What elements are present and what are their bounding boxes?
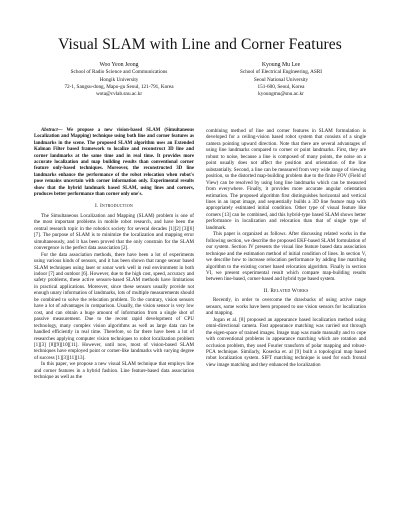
author-2 [196,62,366,98]
author-name: Kyoung Mu Lee [261,62,301,68]
author-address: 72-1, Sangsu-dong, Mapo-gu Seoul, 121-791, Korea [64,83,174,90]
author-email: kyoungmu@snu.ac.kr [258,91,304,98]
paragraph: combining method of line and corner features in SLAM formulation is developed for a ceiling-vision based robot system that consists of a single camera pointing upward direction. Note that there are several advantages of using line landmarks compared to corner or point landmarks. First, they are robust to noise, because a line is composed of many points, the noise on a point usually does not affect the position and orientation of the line substantially. Second, a line can be measured from very wide range of viewing position, so the distorted map-building problem due to the finite FOV (Field of View) can be resolved by using long line landmarks which can be measured from everywhere. Finally, it provides more accurate angular orientation estimation. The proposed algorithm first distinguishes horizontal and vertical lines in an input image, and sequentially builds a 3D line feature map with appropriately estimated initial condition. Other type of visual feature like corners [13] can be combined, and this hybrid-type based SLAM shows better performance in localization and relocation than that of single type of landmark. [206,128,366,231]
author-address: 151-600, Seoul, Korea [257,83,305,90]
paragraph: This paper is organized as follows. After discussing related works in the following section, we describe the proposed EKF-based SLAM formulation of our system. Section IV presents the visual line feature based data association technique and the estimation method of initial condition of lines. In section V, we describe how to increase relocation performance by adding line matching algorithm to the existing corner based relocation algorithm. Finally in section VI, we present experimental result which compare map-building results between line-based, corner-based and hybrid type based system. [206,231,366,283]
author-institution: Seoul National University [253,76,309,83]
author-email: wota@cvlab.snu.ac.kr [95,91,143,98]
paper-title: Visual SLAM with Line and Corner Features [58,36,342,53]
author-1 [34,62,204,98]
author-affiliation: School of Electrical Engineering, ASRI [240,69,322,76]
section-heading-introduction: I. Introduction [94,203,134,210]
abstract [34,128,194,198]
paragraph: For the data association methods, there have been a lot of experiments using various kinds of sensors, and it has been shown that range sensor based SLAM techniques using laser or sonar work well in real environment in both indoor [7] and outdoor [6]. However, due to the high cost, speed, accuracy and safety problems, these active sensors-based SLAM methods have limitations in practical applications. Moreover, since these sensors usually provide not enough unary information of landmarks, lots of multiple measurements should be combined to solve the relocation problem. To the contrary, vision sensors have a lot of advantages in comparison. Usually, the vision sensor is very low cost, and can obtain a huge amount of information from a single shot of passive measurement. Due to the recent rapid development of CPU technology, many complex vision algorithms as well as large data can be handled efficiently in real time. Therefore, so far there have been a lot of researches applying computer vision techniques to robot localization problem [1][3] [8][9][10][11]. However, until now, most of vision-based SLAM techniques have employed point or corner-like landmarks with varying degree of success [1][3][11][13]. [34,251,194,361]
left-column [34,128,194,381]
paragraph: In this paper, we propose a new visual SLAM technique that employs line and corner features in a hybrid fashion. Line feature-based data association technique as well as the [34,361,194,381]
right-column [206,128,366,368]
abstract-text: — We propose a new vision-based SLAM (Simultaneous Localization and Mapping) technique using both line and corner features as landmarks in the scene. The proposed SLAM algorithm uses an Extended Kalman Filter based framework to localize and reconstruct 3D line and corner landmarks at the same time and in real time. It provides more accurate localization and map building results than conventional corner feature only-based techniques. Moreover, the reconstructed 3D line landmarks enhance the performance of the robot relocation when robot's pose remains uncertain with corner information only. Experimental results show that the hybrid landmark based SLAM, using lines and corners, produces better performance than corner only one's. [34,128,194,198]
author-institution: Hongik University [99,76,139,83]
paragraph: Jogan et al. [8] proposed an appearance based localization method using omni-directional camera. Fast appearance matching was carried out through the eigen-space of trained images. Image map was made manually and to cope with conventional problems in appearance matching which are rotation and occlusion problem, they used Fourier transform of polar mapping and robust- PCA technique. Similarly, Kosecka et. al [9] built a topological map based robot localization system. SIFT matching technique is used for each frontal view image matching and they enhanced the localization [206,316,366,368]
paragraph: The Simultaneous Localization and Mapping (SLAM) problem is one of the most important problems in mobile robot research, and have been the central research topic in the robotics society for several decades [1][2] [3][6][7]. The purpose of SLAM is to minimize the localization and mapping error simultaneously, and it has been proved that the only constrain for the SLAM convergence is the perfect data association [2]. [34,212,194,252]
section-heading-related-works: II. Related Works [263,287,309,294]
paragraph: Recently, in order to overcome the drawbacks of using active range sensors, some works have been proposed to use vision sensors for localization and mapping. [206,297,366,317]
abstract-lead: Abstract [41,128,58,133]
author-block [34,62,366,114]
author-affiliation: School of Radio Science and Communications [70,69,168,76]
author-name: Woo Yeon Jeong [99,62,139,68]
